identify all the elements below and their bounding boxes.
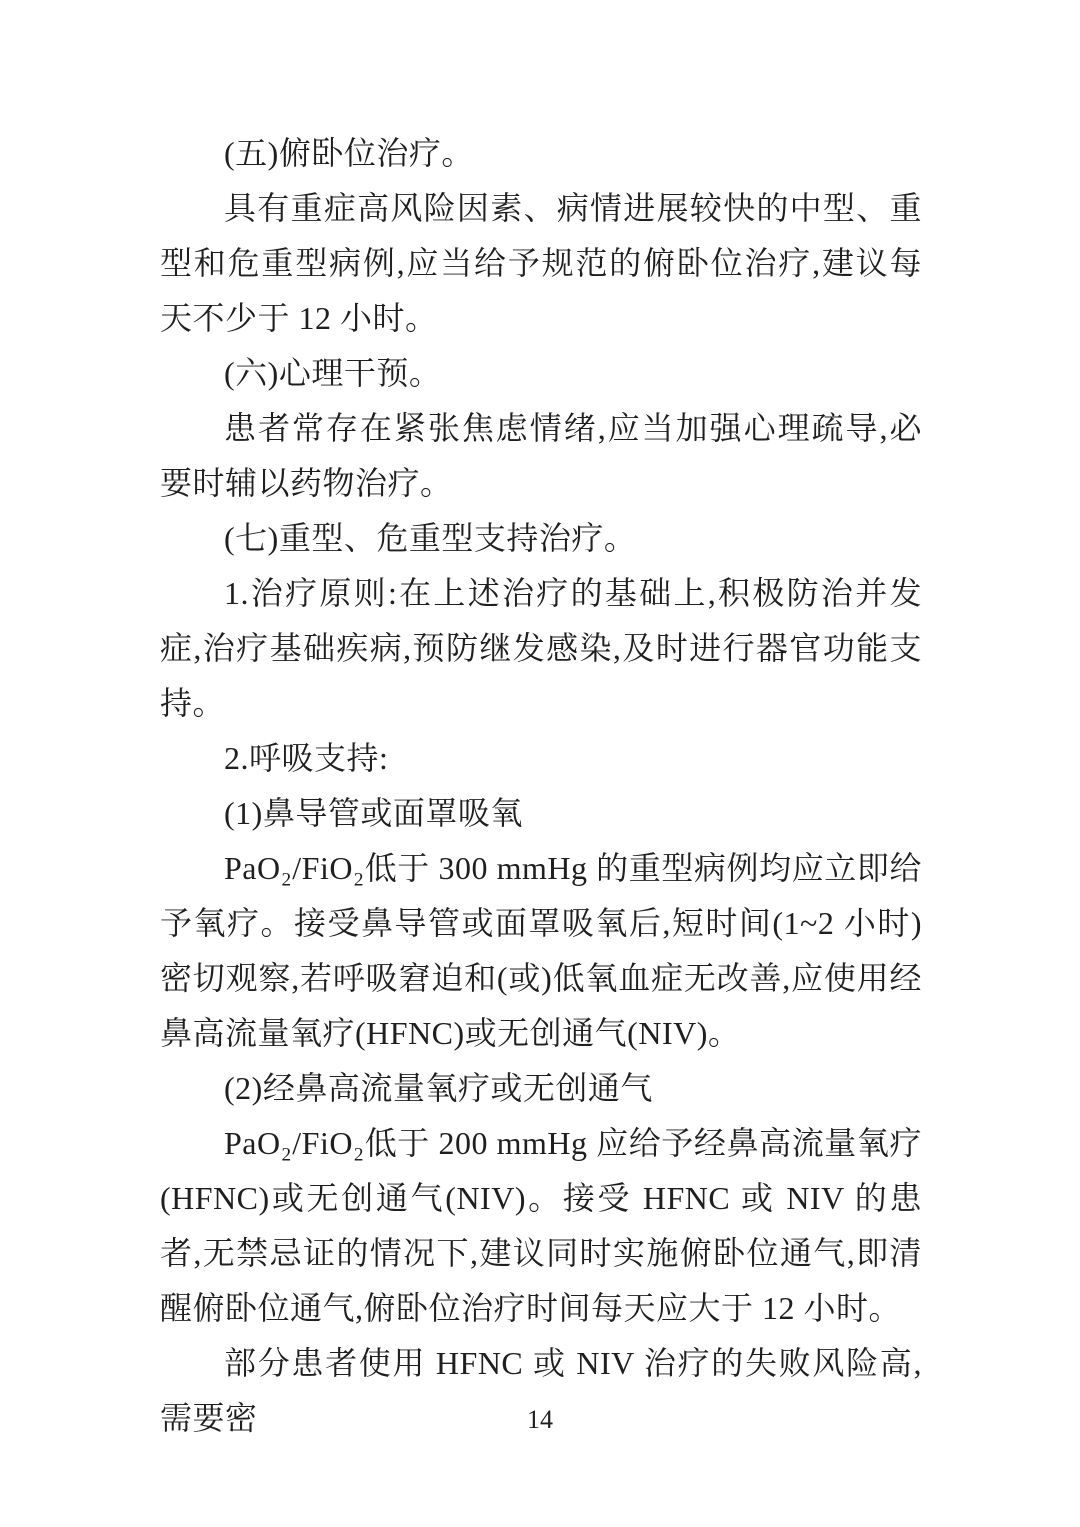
heading-section-6-psychological-intervention: (六)心理干预。: [224, 355, 442, 391]
para-hfnc-niv-failure-risk: 部分患者使用 HFNC 或 NIV 治疗的失败风险高,需要密: [160, 1345, 922, 1436]
page-number: 14: [527, 1405, 553, 1434]
para-respiratory-support-label: 2.呼吸支持:: [224, 740, 389, 776]
heading-section-7-severe-case-support: (七)重型、危重型支持治疗。: [224, 520, 637, 556]
para-hfnc-niv-200mmhg: PaO₂/FiO₂低于 200 mmHg 应给予经鼻高流量氧疗(HFNC)或无创通气(NIV)。接受 HFNC 或 NIV 的患者,无禁忌证的情况下,建议同时实施俯卧位通气,即清醒俯卧位通气,俯卧位治疗时间每天应大于 12 小时。: [160, 1125, 922, 1326]
subheading-nasal-cannula-mask-oxygen: (1)鼻导管或面罩吸氧: [224, 795, 523, 831]
page-content: [160, 126, 922, 1446]
para-psychological-support: 患者常存在紧张焦虑情绪,应当加强心理疏导,必要时辅以药物治疗。: [160, 410, 922, 501]
para-prone-position-indication: 具有重症高风险因素、病情进展较快的中型、重型和危重型病例,应当给予规范的俯卧位治疗,建议每天不少于 12 小时。: [160, 190, 922, 336]
para-oxygen-therapy-300mmhg: PaO₂/FiO₂低于 300 mmHg 的重型病例均应立即给予氧疗。接受鼻导管或面罩吸氧后,短时间(1~2 小时)密切观察,若呼吸窘迫和(或)低氧血症无改善,应使用经鼻高流量氧疗(HFNC)或无创通气(NIV)。: [160, 850, 922, 1051]
para-treatment-principles: 1.治疗原则:在上述治疗的基础上,积极防治并发症,治疗基础疾病,预防继发感染,及时进行器官功能支持。: [160, 575, 922, 721]
heading-section-5-prone-position: (五)俯卧位治疗。: [224, 135, 474, 171]
subheading-hfnc-niv: (2)经鼻高流量氧疗或无创通气: [224, 1070, 653, 1106]
page-footer: [0, 1404, 1080, 1436]
